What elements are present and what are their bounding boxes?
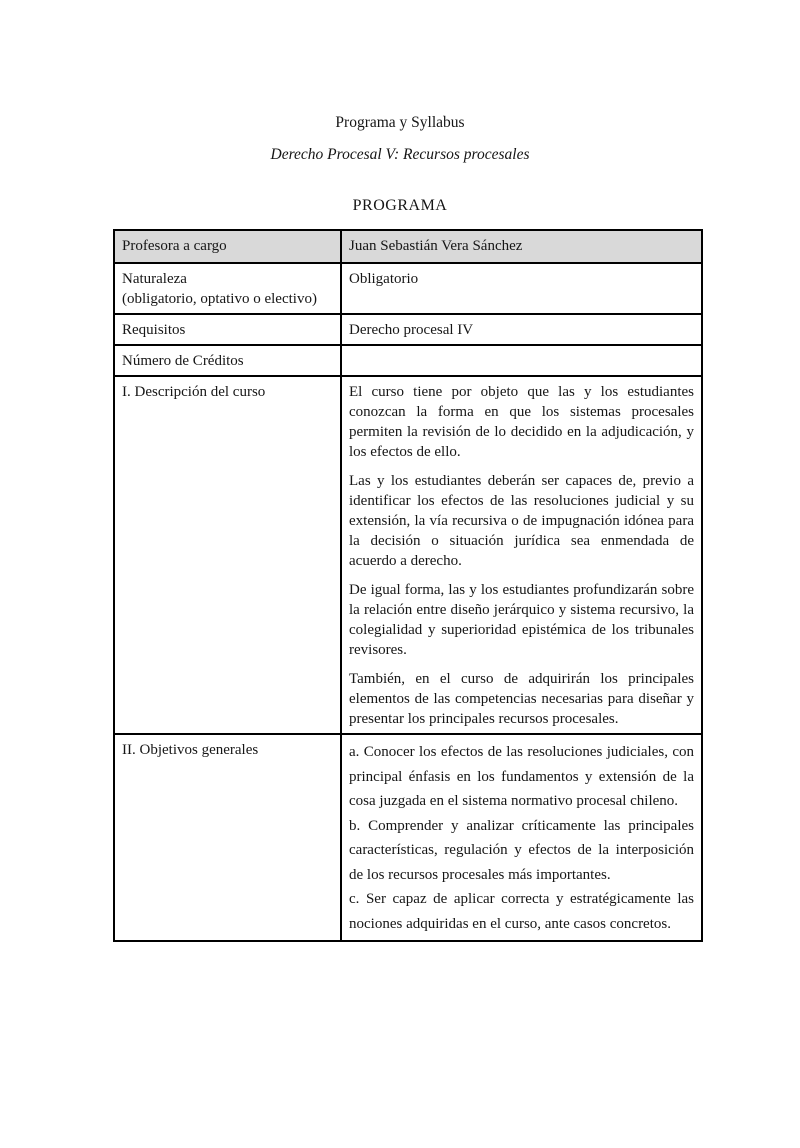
naturaleza-value-cell: Obligatorio	[341, 263, 702, 314]
creditos-label-cell: Número de Créditos	[114, 345, 341, 376]
course-title: Derecho Procesal V: Recursos procesales	[270, 146, 530, 163]
naturaleza-label-cell: Naturaleza (obligatorio, optativo o electivo)	[114, 263, 341, 314]
table-row-profesora	[114, 230, 702, 263]
table-row-descripcion	[114, 376, 702, 734]
table-row-naturaleza	[114, 263, 702, 314]
program-table	[113, 229, 703, 942]
objetivos-value-cell	[341, 734, 702, 941]
descripcion-value-cell	[341, 376, 702, 734]
paragraph: El curso tiene por objeto que las y los estudiantes conozcan la forma en que los sistemas procesales permiten la revisión de lo decidido en la adjudicación, y los efectos de ello.	[349, 384, 694, 460]
profesora-value-cell: Juan Sebastián Vera Sánchez	[341, 230, 702, 263]
creditos-value-cell	[341, 345, 702, 376]
paragraph: Las y los estudiantes deberán ser capaces de, previo a identificar los efectos de las resoluciones judicial y su extensión, la vía recursiva o de impugnación idónea para la decisión o situación jurídica sea enmendada de acuerdo a derecho.	[349, 473, 694, 569]
table-row-creditos	[114, 345, 702, 376]
descripcion-label-cell: I. Descripción del curso	[114, 376, 341, 734]
requisitos-label-cell: Requisitos	[114, 314, 341, 345]
paragraph: b. Comprender y analizar críticamente las principales características, regulación y efectos de la interposición de los recursos procesales más importantes.	[349, 817, 694, 883]
paragraph: De igual forma, las y los estudiantes profundizarán sobre la relación entre diseño jerárquico y sistema recursivo, la colegialidad y superioridad epistémica de los tribunales revisores.	[349, 582, 694, 658]
paragraph: También, en el curso de adquirirán los principales elementos de las competencias necesarias para diseñar y presentar los principales recursos procesales.	[349, 671, 694, 727]
document-page	[0, 113, 800, 1148]
objetivos-label-cell: II. Objetivos generales	[114, 734, 341, 941]
requisitos-value-cell: Derecho procesal IV	[341, 314, 702, 345]
table-row-requisitos	[114, 314, 702, 345]
paragraph: a. Conocer los efectos de las resoluciones judiciales, con principal énfasis en los fundamentos y extensión de la cosa juzgada en el sistema normativo procesal chileno.	[349, 744, 694, 809]
table-row-objetivos	[114, 734, 702, 941]
paragraph: c. Ser capaz de aplicar correcta y estratégicamente las nociones adquiridas en el curso, ante casos concretos.	[349, 891, 694, 932]
section-heading-programa: PROGRAMA	[352, 197, 448, 214]
profesora-label-cell: Profesora a cargo	[114, 230, 341, 263]
document-title: Programa y Syllabus	[335, 114, 465, 131]
